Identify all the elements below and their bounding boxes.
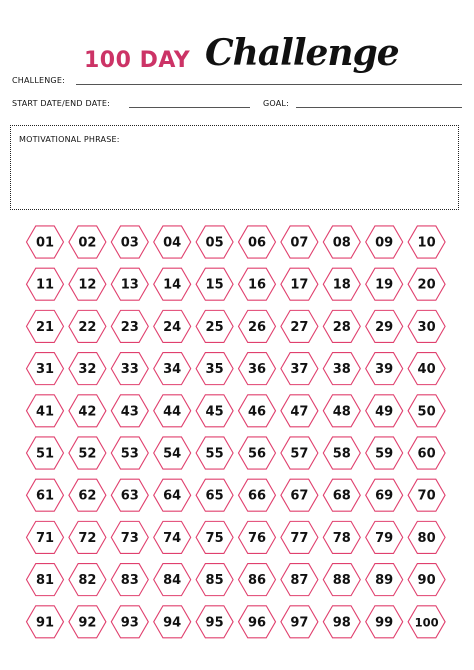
day-cell[interactable] [239,564,276,596]
day-cell[interactable] [196,226,233,258]
goal-label: GOAL: [263,99,289,108]
day-cell[interactable] [408,564,445,596]
day-cell[interactable] [281,437,318,469]
day-number: 33 [120,362,139,378]
day-cell[interactable] [239,353,276,385]
day-cell[interactable] [154,353,191,385]
day-cell[interactable] [323,268,360,300]
day-number: 03 [120,235,139,251]
day-cell[interactable] [196,268,233,300]
day-number: 24 [163,319,182,335]
day-number: 11 [35,277,55,293]
day-number: 43 [120,404,139,420]
day-cell[interactable] [27,268,64,300]
day-number: 59 [375,446,394,462]
day-number: 12 [78,277,97,293]
day-number: 80 [417,530,436,546]
day-number: 48 [332,404,351,420]
day-cell[interactable] [196,606,233,638]
day-number: 05 [205,235,224,251]
day-number: 51 [35,446,55,462]
day-cell[interactable] [408,437,445,469]
day-cell[interactable] [111,437,148,469]
day-number: 61 [35,488,55,504]
day-number: 96 [247,615,267,631]
day-number: 01 [35,235,55,251]
day-cell[interactable] [69,606,106,638]
day-number: 07 [290,235,309,251]
day-cell[interactable] [69,521,106,553]
day-cell[interactable] [366,310,403,342]
day-cell[interactable] [154,521,191,553]
day-number: 76 [247,530,267,546]
day-number: 02 [78,235,97,251]
day-number: 23 [120,319,139,335]
day-number: 65 [205,488,224,504]
day-number: 93 [120,615,139,631]
day-number: 69 [375,488,394,504]
day-cell[interactable] [408,479,445,511]
day-cell[interactable] [366,226,403,258]
day-number: 99 [375,615,394,631]
day-number: 13 [120,277,139,293]
day-number: 56 [247,446,267,462]
day-cell[interactable] [281,395,318,427]
day-cell[interactable] [366,564,403,596]
day-cell[interactable] [111,353,148,385]
day-cell[interactable] [196,437,233,469]
day-number: 20 [417,277,436,293]
day-number: 55 [205,446,224,462]
day-cell[interactable] [239,310,276,342]
day-number: 64 [163,488,182,504]
day-number: 26 [247,319,267,335]
day-cell[interactable] [281,479,318,511]
day-number: 62 [78,488,97,504]
day-cell[interactable] [154,437,191,469]
day-cell[interactable] [111,606,148,638]
day-cell[interactable] [366,606,403,638]
day-cell[interactable] [111,268,148,300]
day-cell[interactable] [27,564,64,596]
day-cell[interactable] [281,310,318,342]
day-number: 38 [332,362,351,378]
day-number: 15 [205,277,224,293]
day-number: 57 [290,446,309,462]
day-number: 58 [332,446,351,462]
day-number: 70 [417,488,436,504]
day-number: 10 [417,235,436,251]
day-cell[interactable] [323,310,360,342]
day-number: 60 [417,446,436,462]
day-number: 74 [163,530,182,546]
day-cell[interactable] [366,437,403,469]
day-cell[interactable] [366,395,403,427]
day-number: 78 [332,530,351,546]
day-number: 36 [247,362,267,378]
day-cell[interactable] [323,226,360,258]
day-cell[interactable] [323,353,360,385]
day-number: 16 [247,277,267,293]
day-cell[interactable] [281,606,318,638]
day-cell[interactable] [196,521,233,553]
day-cell[interactable] [239,268,276,300]
day-number: 54 [163,446,182,462]
day-cell[interactable] [239,395,276,427]
day-cell[interactable] [408,395,445,427]
day-cell[interactable] [323,521,360,553]
day-cell[interactable] [408,521,445,553]
day-cell[interactable] [281,353,318,385]
day-cell[interactable] [323,479,360,511]
day-number: 45 [205,404,224,420]
day-number: 32 [78,362,97,378]
day-cell[interactable] [408,268,445,300]
day-number: 14 [163,277,182,293]
day-cell[interactable] [27,310,64,342]
day-cell[interactable] [27,353,64,385]
day-cell[interactable] [408,310,445,342]
day-number: 42 [78,404,97,420]
day-cell[interactable] [408,226,445,258]
day-number: 90 [417,573,436,589]
day-cell[interactable] [69,395,106,427]
day-cell[interactable] [69,226,106,258]
day-cell[interactable] [27,437,64,469]
day-cell[interactable] [239,226,276,258]
day-number: 27 [290,319,309,335]
day-cell[interactable] [69,479,106,511]
day-cell[interactable] [196,353,233,385]
day-number: 94 [163,615,182,631]
day-cell[interactable] [27,521,64,553]
day-cell[interactable] [27,395,64,427]
day-cell[interactable] [196,564,233,596]
day-number: 68 [332,488,351,504]
day-number: 81 [35,573,55,589]
day-cell[interactable] [111,310,148,342]
day-number: 72 [78,530,97,546]
day-cell[interactable] [281,226,318,258]
day-cell[interactable] [408,606,445,638]
day-cell[interactable] [366,521,403,553]
day-number: 53 [120,446,139,462]
day-number: 92 [78,615,97,631]
day-cell[interactable] [323,395,360,427]
day-number: 88 [332,573,351,589]
day-number: 22 [78,319,97,335]
day-number: 47 [290,404,309,420]
day-cell[interactable] [196,395,233,427]
day-number: 41 [35,404,55,420]
day-cell[interactable] [281,521,318,553]
day-number: 18 [332,277,351,293]
title-challenge-script: Challenge [205,32,399,74]
day-cell[interactable] [111,564,148,596]
day-cell[interactable] [239,606,276,638]
day-cell[interactable] [239,479,276,511]
day-number: 37 [290,362,309,378]
day-cell[interactable] [366,479,403,511]
day-number: 63 [120,488,139,504]
day-number: 97 [290,615,309,631]
phrase-label: MOTIVATIONAL PHRASE: [19,135,120,144]
day-number: 100 [414,615,439,630]
day-cell[interactable] [154,606,191,638]
day-number: 09 [375,235,394,251]
day-number: 66 [247,488,267,504]
day-cell[interactable] [154,564,191,596]
dates-label: START DATE/END DATE: [12,99,110,108]
day-number: 21 [35,319,55,335]
day-number: 30 [417,319,436,335]
day-cell[interactable] [111,226,148,258]
day-cell[interactable] [196,479,233,511]
challenge-label: CHALLENGE: [12,76,65,85]
day-cell[interactable] [111,521,148,553]
day-number: 98 [332,615,351,631]
day-cell[interactable] [69,437,106,469]
day-cell[interactable] [239,437,276,469]
day-number: 87 [290,573,309,589]
day-number: 85 [205,573,224,589]
day-number: 46 [247,404,267,420]
day-number: 17 [290,277,309,293]
day-cell[interactable] [239,521,276,553]
day-cell[interactable] [323,606,360,638]
day-cell[interactable] [366,268,403,300]
day-number: 25 [205,319,224,335]
day-number: 95 [205,615,224,631]
day-cell[interactable] [323,437,360,469]
day-cell[interactable] [408,353,445,385]
day-number: 91 [35,615,55,631]
day-cell[interactable] [281,268,318,300]
day-cell[interactable] [154,268,191,300]
day-cell[interactable] [196,310,233,342]
day-number: 28 [332,319,351,335]
day-cell[interactable] [69,268,106,300]
day-number: 83 [120,573,139,589]
day-number: 79 [375,530,394,546]
day-cell[interactable] [69,353,106,385]
day-number: 84 [163,573,182,589]
day-number: 19 [375,277,394,293]
day-number: 86 [247,573,267,589]
day-number: 40 [417,362,436,378]
day-cell[interactable] [111,479,148,511]
day-number: 77 [290,530,309,546]
day-number: 34 [163,362,182,378]
day-number: 06 [247,235,267,251]
day-number: 50 [417,404,436,420]
day-number: 75 [205,530,224,546]
day-cell[interactable] [69,310,106,342]
day-number: 31 [35,362,55,378]
day-cell[interactable] [323,564,360,596]
day-cell[interactable] [154,310,191,342]
day-number: 44 [163,404,182,420]
day-number: 73 [120,530,139,546]
day-number: 04 [163,235,182,251]
day-cell[interactable] [281,564,318,596]
day-cell[interactable] [111,395,148,427]
day-number: 67 [290,488,309,504]
day-number: 49 [375,404,394,420]
day-cell[interactable] [27,226,64,258]
day-number: 71 [35,530,55,546]
day-number: 39 [375,362,394,378]
day-number: 35 [205,362,224,378]
day-number: 08 [332,235,351,251]
day-cell[interactable] [27,479,64,511]
day-cell[interactable] [154,226,191,258]
day-number: 82 [78,573,97,589]
day-cell[interactable] [69,564,106,596]
day-cell[interactable] [154,479,191,511]
day-number: 29 [375,319,394,335]
day-number: 89 [375,573,394,589]
day-cell[interactable] [154,395,191,427]
day-number: 52 [78,446,97,462]
day-cell[interactable] [27,606,64,638]
title-100-day: 100 DAY [84,48,191,73]
day-cell[interactable] [366,353,403,385]
